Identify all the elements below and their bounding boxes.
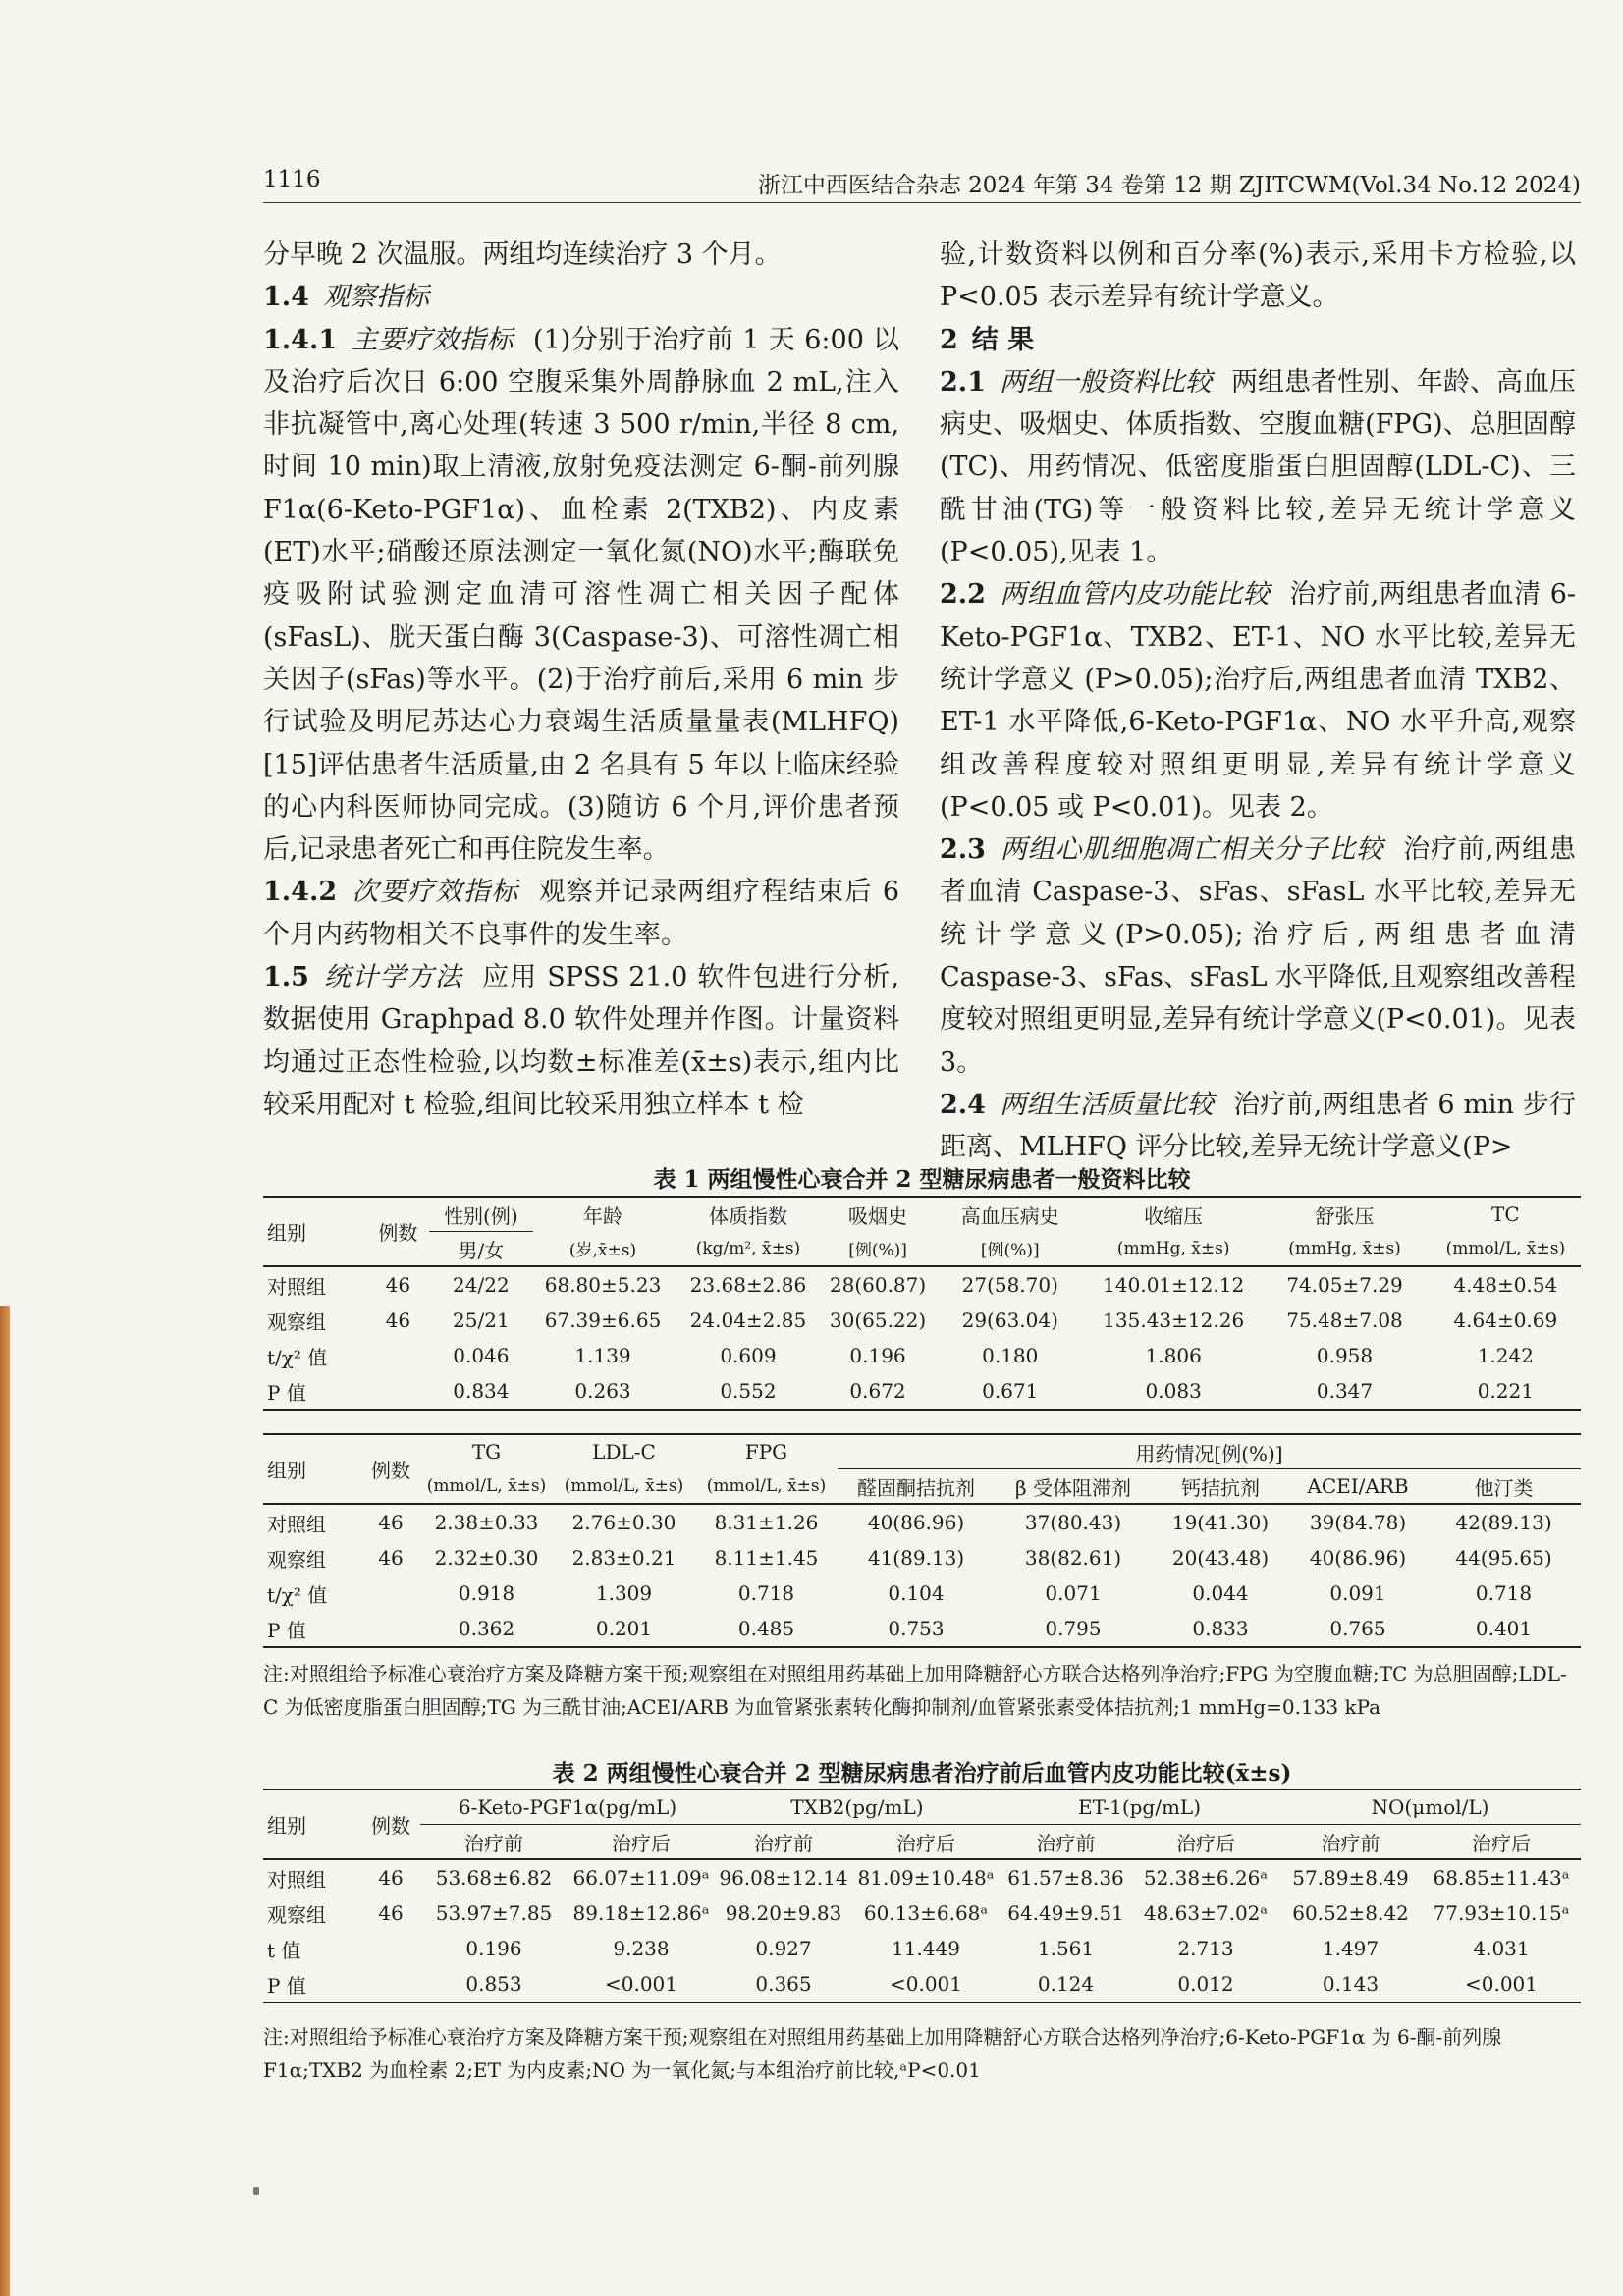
subheader-cell: 治疗后 xyxy=(1176,1831,1235,1855)
data-cell: 24/22 xyxy=(453,1273,510,1297)
subheader-cell: 治疗前 xyxy=(754,1831,813,1855)
data-cell: 2.76±0.30 xyxy=(571,1511,676,1534)
data-cell: 53.68±6.82 xyxy=(435,1866,553,1890)
data-cell: 2.713 xyxy=(1177,1937,1234,1960)
paragraph: 验,计数资料以例和百分率(%)表示,采用卡方检验,以 P<0.05 表示差异有统计学意义。 xyxy=(940,240,1576,313)
paragraph: 1.5 统计学方法 应用 SPSS 21.0 软件包进行分析,数据使用 Graphpad 8.0 软件处理并作图。计量资料均通过正态性检验,以均数±标准差(x̄±s)表示,组内比较采用配对 t 检验,组间比较采用独立样本 t 检 xyxy=(263,962,899,1120)
data-cell: 0.833 xyxy=(1192,1617,1249,1640)
data-cell: 1.497 xyxy=(1322,1937,1380,1960)
data-cell: 0.347 xyxy=(1316,1379,1374,1403)
data-cell: 0.765 xyxy=(1329,1617,1386,1640)
row-label-cell: P 值 xyxy=(267,1380,306,1405)
data-cell: 29(63.04) xyxy=(961,1308,1058,1332)
header-cell: LDL-C xyxy=(592,1440,656,1465)
data-cell: 0.221 xyxy=(1477,1379,1534,1403)
row-label-cell: t/χ² 值 xyxy=(267,1345,328,1369)
data-cell: 96.08±12.14 xyxy=(719,1866,848,1890)
subheader-cell: (kg/m², x̄±s) xyxy=(695,1238,801,1258)
section-heading: 1.4 观察指标 xyxy=(263,282,429,313)
table-row xyxy=(263,1266,1581,1303)
data-cell: 46 xyxy=(378,1901,404,1925)
data-cell: 1.561 xyxy=(1037,1937,1095,1960)
data-cell: 74.05±7.29 xyxy=(1286,1273,1403,1297)
data-cell: 27(58.70) xyxy=(961,1273,1058,1297)
subheader-cell: 治疗后 xyxy=(896,1831,955,1855)
row-label-cell: t 值 xyxy=(267,1938,301,1962)
header-cell: 6-Keto-PGF1α(pg/mL) xyxy=(420,1789,715,1825)
data-cell: 0.124 xyxy=(1037,1972,1095,1996)
table-row xyxy=(263,1338,1581,1373)
data-cell xyxy=(361,1966,420,2002)
data-cell: 42(89.13) xyxy=(1455,1511,1552,1534)
data-cell: 75.48±7.08 xyxy=(1286,1308,1403,1332)
subheader-cell: 治疗后 xyxy=(1472,1831,1531,1855)
subheader-cell: (mmHg, x̄±s) xyxy=(1288,1238,1401,1258)
header-cell: 组别 xyxy=(267,1459,306,1482)
header-cell: FPG xyxy=(744,1440,788,1465)
subheader-cell: (mmHg, x̄±s) xyxy=(1116,1238,1230,1258)
header-cell: 体质指数 xyxy=(708,1203,787,1228)
data-cell: 4.64±0.69 xyxy=(1453,1308,1558,1332)
data-cell: 30(65.22) xyxy=(829,1308,927,1332)
data-cell xyxy=(361,1611,420,1647)
paragraph: 分早晚 2 次温服。两组均连续治疗 3 个月。 xyxy=(263,240,782,270)
data-cell: 0.753 xyxy=(888,1617,945,1640)
data-cell: 40(86.96) xyxy=(867,1511,965,1534)
data-cell: 135.43±12.26 xyxy=(1103,1308,1245,1332)
data-cell: 4.031 xyxy=(1473,1937,1530,1960)
table1-caption: 表 1 两组慢性心衰合并 2 型糖尿病患者一般资料比较 xyxy=(653,1166,1191,1193)
subheader-cell: [例(%)] xyxy=(848,1241,907,1261)
table-row xyxy=(263,1540,1581,1575)
table-row xyxy=(263,1611,1581,1647)
data-cell: 0.718 xyxy=(737,1581,795,1605)
data-cell: 0.201 xyxy=(595,1617,653,1640)
table-row xyxy=(263,1896,1581,1931)
data-cell: 0.263 xyxy=(574,1379,631,1403)
data-cell: 1.309 xyxy=(595,1581,653,1605)
subheader-cell: 治疗后 xyxy=(612,1831,671,1855)
data-cell: 0.362 xyxy=(458,1617,515,1640)
data-cell: 19(41.30) xyxy=(1171,1511,1270,1534)
row-label-cell: P 值 xyxy=(267,1618,306,1642)
row-label-cell: 对照组 xyxy=(267,1867,326,1892)
row-label-cell: t/χ² 值 xyxy=(267,1582,328,1607)
data-cell: 20(43.48) xyxy=(1171,1546,1270,1570)
data-cell: 0.853 xyxy=(465,1972,522,1996)
table1-part2 xyxy=(263,1433,1581,1648)
data-cell: 8.11±1.45 xyxy=(714,1546,819,1570)
header-cell: 例数 xyxy=(371,1814,410,1838)
data-cell: 41(89.13) xyxy=(867,1546,965,1570)
data-cell: 67.39±6.65 xyxy=(544,1308,662,1332)
data-cell: 46 xyxy=(378,1546,404,1570)
data-cell: 0.552 xyxy=(720,1379,777,1403)
table-row xyxy=(263,1859,1581,1896)
table-row xyxy=(263,1504,1581,1540)
data-cell: 0.609 xyxy=(720,1344,777,1367)
header-cell: 高血压病史 xyxy=(960,1203,1059,1228)
data-cell: 2.38±0.33 xyxy=(434,1511,539,1534)
data-cell: 66.07±11.09ᵃ xyxy=(572,1866,710,1890)
data-cell: 0.196 xyxy=(465,1937,522,1960)
table2 xyxy=(263,1789,1581,2003)
data-cell: 60.52±8.42 xyxy=(1292,1901,1409,1925)
subheader-cell: (岁,x̄±s) xyxy=(568,1241,637,1261)
paragraph: 1.4.1 主要疗效指标 (1)分别于治疗前 1 天 6:00 以及治疗后次日 6:00 空腹采集外周静脉血 2 mL,注入非抗凝管中,离心处理(转速 3 500 r/min,半径 8 cm,时间 10 min)取上清液,放射免疫法测定 6-酮-前列腺 F1α(6-Keto-PGF1α)、血栓素 2(TXB2)、内皮素(ET)水平;硝酸还原法测定一氧化氮(NO)水平;酶联免疫吸附试验测定血清可溶性凋亡相关因子配体(sFasL)、胱天蛋白酶 3(Caspase-3)、可溶性凋亡相关因子(sFas)等水平。(2)于治疗前后,采用 6 min 步行试验及明尼苏达心力衰竭生活质量量表(MLHFQ)[15]评估患者生活质量,由 2 名具有 5 年以上临床经验的心内科医师协同完成。(3)随访 6 个月,评价患者预后,记录患者死亡和再住院发生率。 xyxy=(263,324,900,866)
paragraph: 2.1 两组一般资料比较 两组患者性别、年龄、高血压病史、吸烟史、体质指数、空腹血糖(FPG)、总胆固醇(TC)、用药情况、低密度脂蛋白胆固醇(LDL-C)、三酰甘油(TG)等一般资料比较,差异无统计学意义(P<0.05),见表 1。 xyxy=(940,366,1577,568)
table-row xyxy=(263,1966,1581,2002)
row-label-cell: 观察组 xyxy=(267,1902,326,1927)
subheader-cell: β 受体阻滞剂 xyxy=(1015,1475,1131,1500)
subheader-cell: 男/女 xyxy=(458,1238,505,1262)
data-cell: 0.365 xyxy=(755,1972,812,1996)
data-cell: 48.63±7.02ᵃ xyxy=(1143,1901,1269,1925)
data-cell: 0.143 xyxy=(1322,1972,1380,1996)
data-cell: 2.32±0.30 xyxy=(434,1546,539,1570)
row-label-cell: 观察组 xyxy=(267,1547,326,1572)
data-cell: 37(80.43) xyxy=(1024,1511,1122,1534)
table-row xyxy=(263,1373,1581,1410)
paragraph: 2.2 两组血管内皮功能比较 治疗前,两组患者血清 6-Keto-PGF1α、TXB2、ET-1、NO 水平比较,差异无统计学意义 (P>0.05);治疗后,两组患者血清 TXB2、ET-1 水平降低,6-Keto-PGF1α、NO 水平升高,观察组改善程度较对照组更明显,差异有统计学意义(P<0.05 或 P<0.01)。见表 2。 xyxy=(940,579,1577,823)
data-cell xyxy=(361,1931,420,1966)
data-cell: 23.68±2.86 xyxy=(689,1273,807,1297)
data-cell: 81.09±10.48ᵃ xyxy=(857,1866,995,1890)
subheader-cell: (mmol/L, x̄±s) xyxy=(1445,1238,1566,1258)
data-cell: 9.238 xyxy=(613,1937,670,1960)
data-cell: 77.93±10.15ᵃ xyxy=(1433,1901,1570,1925)
header-cell: 例数 xyxy=(371,1459,410,1482)
data-cell: 0.180 xyxy=(982,1344,1039,1367)
data-cell: 0.401 xyxy=(1475,1617,1533,1640)
left-column xyxy=(263,234,899,1126)
data-cell xyxy=(361,1575,420,1611)
paragraph: 1.4.2 次要疗效指标 观察并记录两组疗程结束后 6 个月内药物相关不良事件的发生率。 xyxy=(263,877,900,950)
table2-caption: 表 2 两组慢性心衰合并 2 型糖尿病患者治疗前后血管内皮功能比较(x̄±s) xyxy=(552,1760,1292,1787)
header-cell: 用药情况[例(%)] xyxy=(838,1434,1581,1469)
data-cell: 24.04±2.85 xyxy=(689,1308,807,1332)
data-cell: 0.671 xyxy=(982,1379,1039,1403)
subheader-cell: (mmol/L, x̄±s) xyxy=(564,1475,684,1496)
header-cell: TXB2(pg/mL) xyxy=(715,1789,1000,1825)
scan-edge-strip xyxy=(0,1306,10,2296)
data-cell: <0.001 xyxy=(604,1972,677,1996)
header-cell: NO(μmol/L) xyxy=(1279,1789,1581,1825)
row-label-cell: P 值 xyxy=(267,1973,306,1998)
header-cell: 吸烟史 xyxy=(848,1203,908,1228)
data-cell: 0.672 xyxy=(849,1379,906,1403)
header-cell: TG xyxy=(471,1440,502,1465)
data-cell: 89.18±12.86ᵃ xyxy=(572,1901,710,1925)
data-cell: 0.958 xyxy=(1316,1344,1374,1367)
scan-speck xyxy=(253,2187,259,2195)
header-cell: 组别 xyxy=(267,1221,306,1245)
data-cell: 46 xyxy=(378,1511,404,1534)
header-cell: ET-1(pg/mL) xyxy=(1000,1789,1279,1825)
subheader-cell: 治疗前 xyxy=(1321,1831,1380,1855)
data-cell: 40(86.96) xyxy=(1309,1546,1407,1570)
data-cell: 57.89±8.49 xyxy=(1292,1866,1409,1890)
data-cell: 68.85±11.43ᵃ xyxy=(1433,1866,1570,1890)
header-cell: 组别 xyxy=(267,1814,306,1838)
data-cell: 0.927 xyxy=(755,1937,812,1960)
data-cell: 2.83±0.21 xyxy=(571,1546,676,1570)
data-cell: <0.001 xyxy=(1464,1972,1538,1996)
data-cell: 8.31±1.26 xyxy=(714,1511,819,1534)
data-cell xyxy=(367,1338,429,1373)
subheader-cell: 钙拮抗剂 xyxy=(1181,1475,1260,1500)
header-cell: TC xyxy=(1491,1202,1520,1227)
journal-info: 浙江中西医结合杂志 2024 年第 34 卷第 12 期 ZJITCWM(Vol.34 No.12 2024) xyxy=(757,173,1581,198)
data-cell: 39(84.78) xyxy=(1309,1511,1407,1534)
data-cell: 0.104 xyxy=(888,1581,945,1605)
data-cell: <0.001 xyxy=(889,1972,962,1996)
row-label-cell: 对照组 xyxy=(267,1274,326,1299)
subheader-cell: (mmol/L, x̄±s) xyxy=(426,1475,547,1496)
data-cell: 0.083 xyxy=(1145,1379,1202,1403)
data-cell: 0.196 xyxy=(849,1344,906,1367)
data-cell: 1.806 xyxy=(1145,1344,1202,1367)
subheader-cell: 醛固酮拮抗剂 xyxy=(857,1475,975,1500)
data-cell: 28(60.87) xyxy=(829,1273,927,1297)
subheader-cell: 治疗前 xyxy=(464,1831,523,1855)
data-cell: 11.449 xyxy=(892,1937,960,1960)
data-cell: 4.48±0.54 xyxy=(1453,1273,1558,1297)
paragraph: 2.4 两组生活质量比较 治疗前,两组患者 6 min 步行距离、MLHFQ 评分比较,差异无统计学意义(P> xyxy=(940,1089,1576,1163)
data-cell: 64.49±9.51 xyxy=(1007,1901,1124,1925)
header-cell: 性别(例) xyxy=(429,1197,533,1232)
data-cell: 52.38±6.26ᵃ xyxy=(1143,1866,1269,1890)
data-cell: 38(82.61) xyxy=(1024,1546,1122,1570)
section-heading: 2 结 果 xyxy=(940,324,1035,355)
table-row xyxy=(263,1303,1581,1338)
paragraph: 2.3 两组心肌细胞凋亡相关分子比较 治疗前,两组患者血清 Caspase-3、sFas、sFasL 水平比较,差异无统计学意义(P>0.05);治疗后,两组患者血清 Caspase-3、sFas、sFasL 水平降低,且观察组改善程度较对照组更明显,差异有统计学意义(P<0.01)。见表 3。 xyxy=(940,834,1577,1078)
row-label-cell: 观察组 xyxy=(267,1309,326,1334)
subheader-cell: 治疗前 xyxy=(1036,1831,1096,1855)
data-cell: 0.485 xyxy=(737,1617,795,1640)
right-column xyxy=(940,234,1576,1169)
table2-note: 注:对照组给予标准心衰治疗方案及降糖方案干预;观察组在对照组用药基础上加用降糖舒心方联合达格列净治疗;6-Keto-PGF1α 为 6-酮-前列腺 F1α;TXB2 为血栓素 2;ET 为内皮素;NO 为一氧化氮;与本组治疗前比较,ᵃP<0.01 xyxy=(263,2025,1502,2082)
data-cell: 0.918 xyxy=(458,1581,515,1605)
data-cell: 0.091 xyxy=(1329,1581,1386,1605)
table1-part1 xyxy=(263,1196,1581,1411)
subheader-cell: 他汀类 xyxy=(1474,1475,1534,1500)
data-cell: 68.80±5.23 xyxy=(544,1273,662,1297)
running-header xyxy=(263,167,1581,203)
table1-note: 注:对照组给予标准心衰治疗方案及降糖方案干预;观察组在对照组用药基础上加用降糖舒心方联合达格列净治疗;FPG 为空腹血糖;TC 为总胆固醇;LDL-C 为低密度脂蛋白胆固醇;TG 为三酰甘油;ACEI/ARB 为血管紧张素转化酶抑制剂/血管紧张素受体拮抗剂;1 mmHg=0.133 kPa xyxy=(263,1662,1567,1719)
page-number: 1116 xyxy=(263,167,321,192)
data-cell: 0.012 xyxy=(1177,1972,1234,1996)
data-cell xyxy=(367,1373,429,1410)
data-cell: 0.795 xyxy=(1045,1617,1102,1640)
subheader-cell: [例(%)] xyxy=(980,1241,1040,1261)
row-label-cell: 对照组 xyxy=(267,1512,326,1536)
table-row xyxy=(263,1575,1581,1611)
data-cell: 0.044 xyxy=(1192,1581,1249,1605)
data-cell: 61.57±8.36 xyxy=(1007,1866,1124,1890)
data-cell: 46 xyxy=(378,1866,404,1890)
data-cell: 46 xyxy=(385,1273,411,1297)
header-cell: 舒张压 xyxy=(1315,1203,1375,1228)
subheader-cell: ACEI/ARB xyxy=(1307,1474,1409,1498)
data-cell: 0.718 xyxy=(1475,1581,1533,1605)
data-cell: 53.97±7.85 xyxy=(435,1901,553,1925)
data-cell: 98.20±9.83 xyxy=(725,1901,842,1925)
header-cell: 收缩压 xyxy=(1144,1203,1204,1228)
subheader-cell: (mmol/L, x̄±s) xyxy=(706,1475,827,1496)
header-cell: 年龄 xyxy=(583,1203,623,1228)
data-cell: 60.13±6.68ᵃ xyxy=(863,1901,989,1925)
data-cell: 1.242 xyxy=(1477,1344,1534,1367)
data-cell: 1.139 xyxy=(574,1344,631,1367)
data-cell: 0.046 xyxy=(453,1344,510,1367)
data-cell: 46 xyxy=(385,1308,411,1332)
data-cell: 0.071 xyxy=(1045,1581,1102,1605)
data-cell: 44(95.65) xyxy=(1455,1546,1552,1570)
data-cell: 140.01±12.12 xyxy=(1103,1273,1245,1297)
data-cell: 25/21 xyxy=(453,1308,510,1332)
table-row xyxy=(263,1931,1581,1966)
header-cell: 例数 xyxy=(378,1221,418,1245)
data-cell: 0.834 xyxy=(453,1379,510,1403)
